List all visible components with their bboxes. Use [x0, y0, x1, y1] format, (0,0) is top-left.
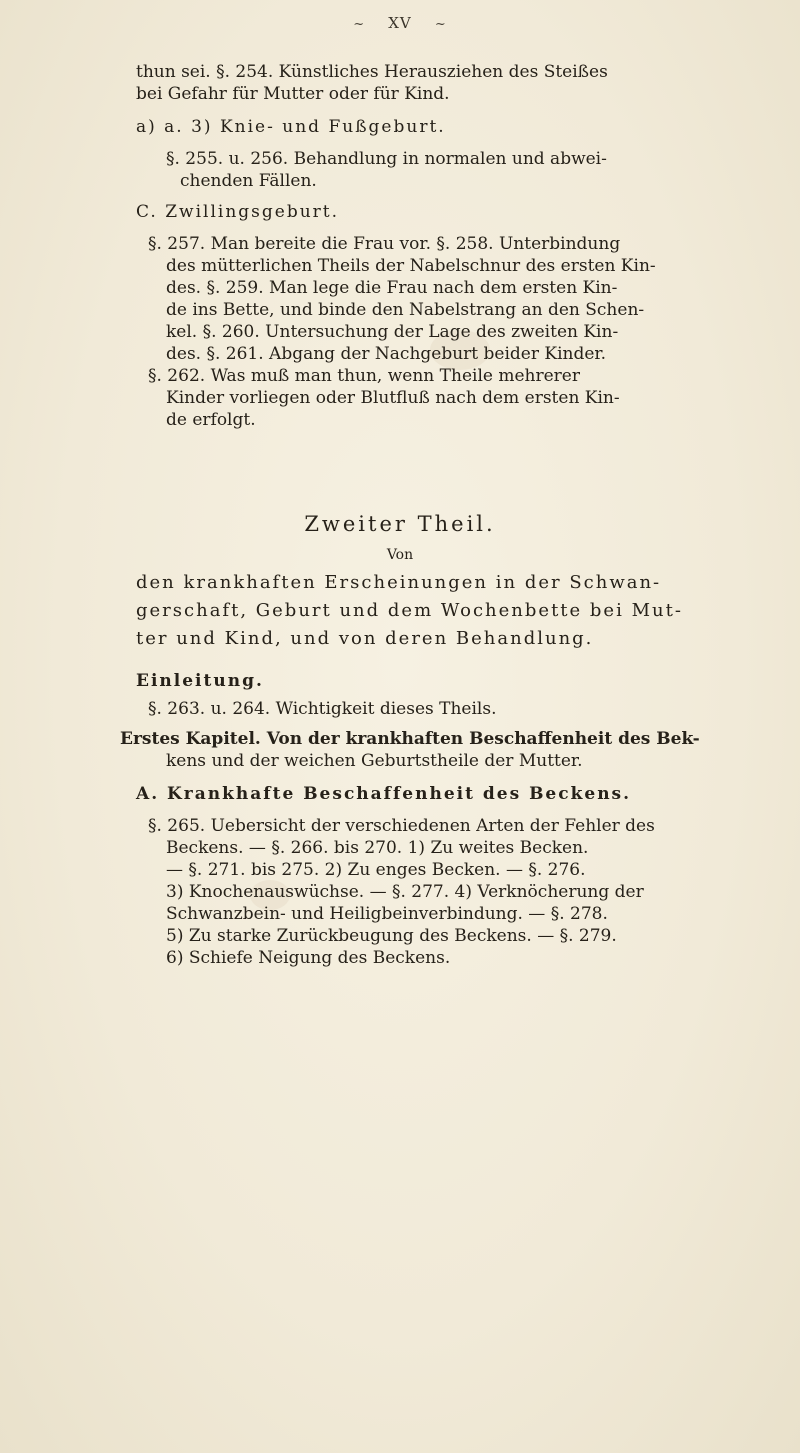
- subsection-line: 6) Schiefe Neigung des Beckens.: [166, 948, 451, 968]
- chapter-line: Erstes Kapitel. Von der krankhaften Beschaffenheit des Bek-: [120, 729, 700, 749]
- text-line: des. §. 259. Man lege die Frau nach dem ersten Kin-: [166, 278, 618, 298]
- text-line: de erfolgt.: [166, 410, 256, 430]
- chapter-line: kens und der weichen Geburtstheile der Mutter.: [166, 751, 583, 771]
- text-line: kel. §. 260. Untersuchung der Lage des zweiten Kin-: [166, 322, 619, 342]
- text-line: a) a. 3) Knie- und Fußgeburt.: [136, 117, 446, 137]
- text-line: Kinder vorliegen oder Blutfluß nach dem ersten Kin-: [166, 388, 620, 408]
- subsection-line: 5) Zu starke Zurückbeugung des Beckens. — §. 279.: [166, 926, 617, 946]
- subsection-line: Schwanzbein- und Heiligbeinverbindung. — §. 278.: [166, 904, 608, 924]
- text-line: des. §. 261. Abgang der Nachgeburt beider Kinder.: [166, 344, 607, 364]
- subsection-line: 3) Knochenauswüchse. — §. 277. 4) Verknöcherung der: [166, 882, 644, 902]
- section-subtitle-line: gerschaft, Geburt und dem Wochenbette bei Mut-: [136, 600, 683, 621]
- text-line: §. 257. Man bereite die Frau vor. §. 258. Unterbindung: [148, 234, 621, 254]
- subsection-line: — §. 271. bis 275. 2) Zu enges Becken. — §. 276.: [166, 860, 586, 880]
- page-header: [0, 14, 800, 32]
- subsection-line: §. 265. Uebersicht der verschiedenen Arten der Fehler des: [148, 816, 655, 836]
- page-number: XV: [388, 14, 412, 32]
- text-line: thun sei. §. 254. Künstliches Herausziehen des Steißes: [136, 62, 608, 82]
- intro-heading: Einleitung.: [136, 671, 264, 691]
- header-ornament-right: ~: [434, 17, 447, 32]
- section-von: Von: [386, 547, 414, 563]
- subsection-line: Beckens. — §. 266. bis 270. 1) Zu weites Becken.: [166, 838, 589, 858]
- text-line: des mütterlichen Theils der Nabelschnur des ersten Kin-: [166, 256, 656, 276]
- text-line: de ins Bette, und binde den Nabelstrang an den Schen-: [166, 300, 645, 320]
- section-subtitle-line: ter und Kind, und von deren Behandlung.: [136, 628, 594, 649]
- section-subtitle-line: den krankhaften Erscheinungen in der Schwan-: [136, 572, 662, 593]
- text-line: C. Zwillingsgeburt.: [136, 202, 340, 222]
- header-ornament-left: ~: [353, 17, 366, 32]
- intro-line: §. 263. u. 264. Wichtigkeit dieses Theils.: [148, 699, 497, 719]
- text-line: bei Gefahr für Mutter oder für Kind.: [136, 84, 450, 104]
- section-title: Zweiter Theil.: [304, 512, 496, 536]
- subsection-heading: A. Krankhafte Beschaffenheit des Beckens.: [136, 784, 632, 804]
- text-line: §. 262. Was muß man thun, wenn Theile mehrerer: [148, 366, 580, 386]
- text-line: chenden Fällen.: [180, 171, 317, 191]
- text-line: §. 255. u. 256. Behandlung in normalen und abwei-: [166, 149, 607, 169]
